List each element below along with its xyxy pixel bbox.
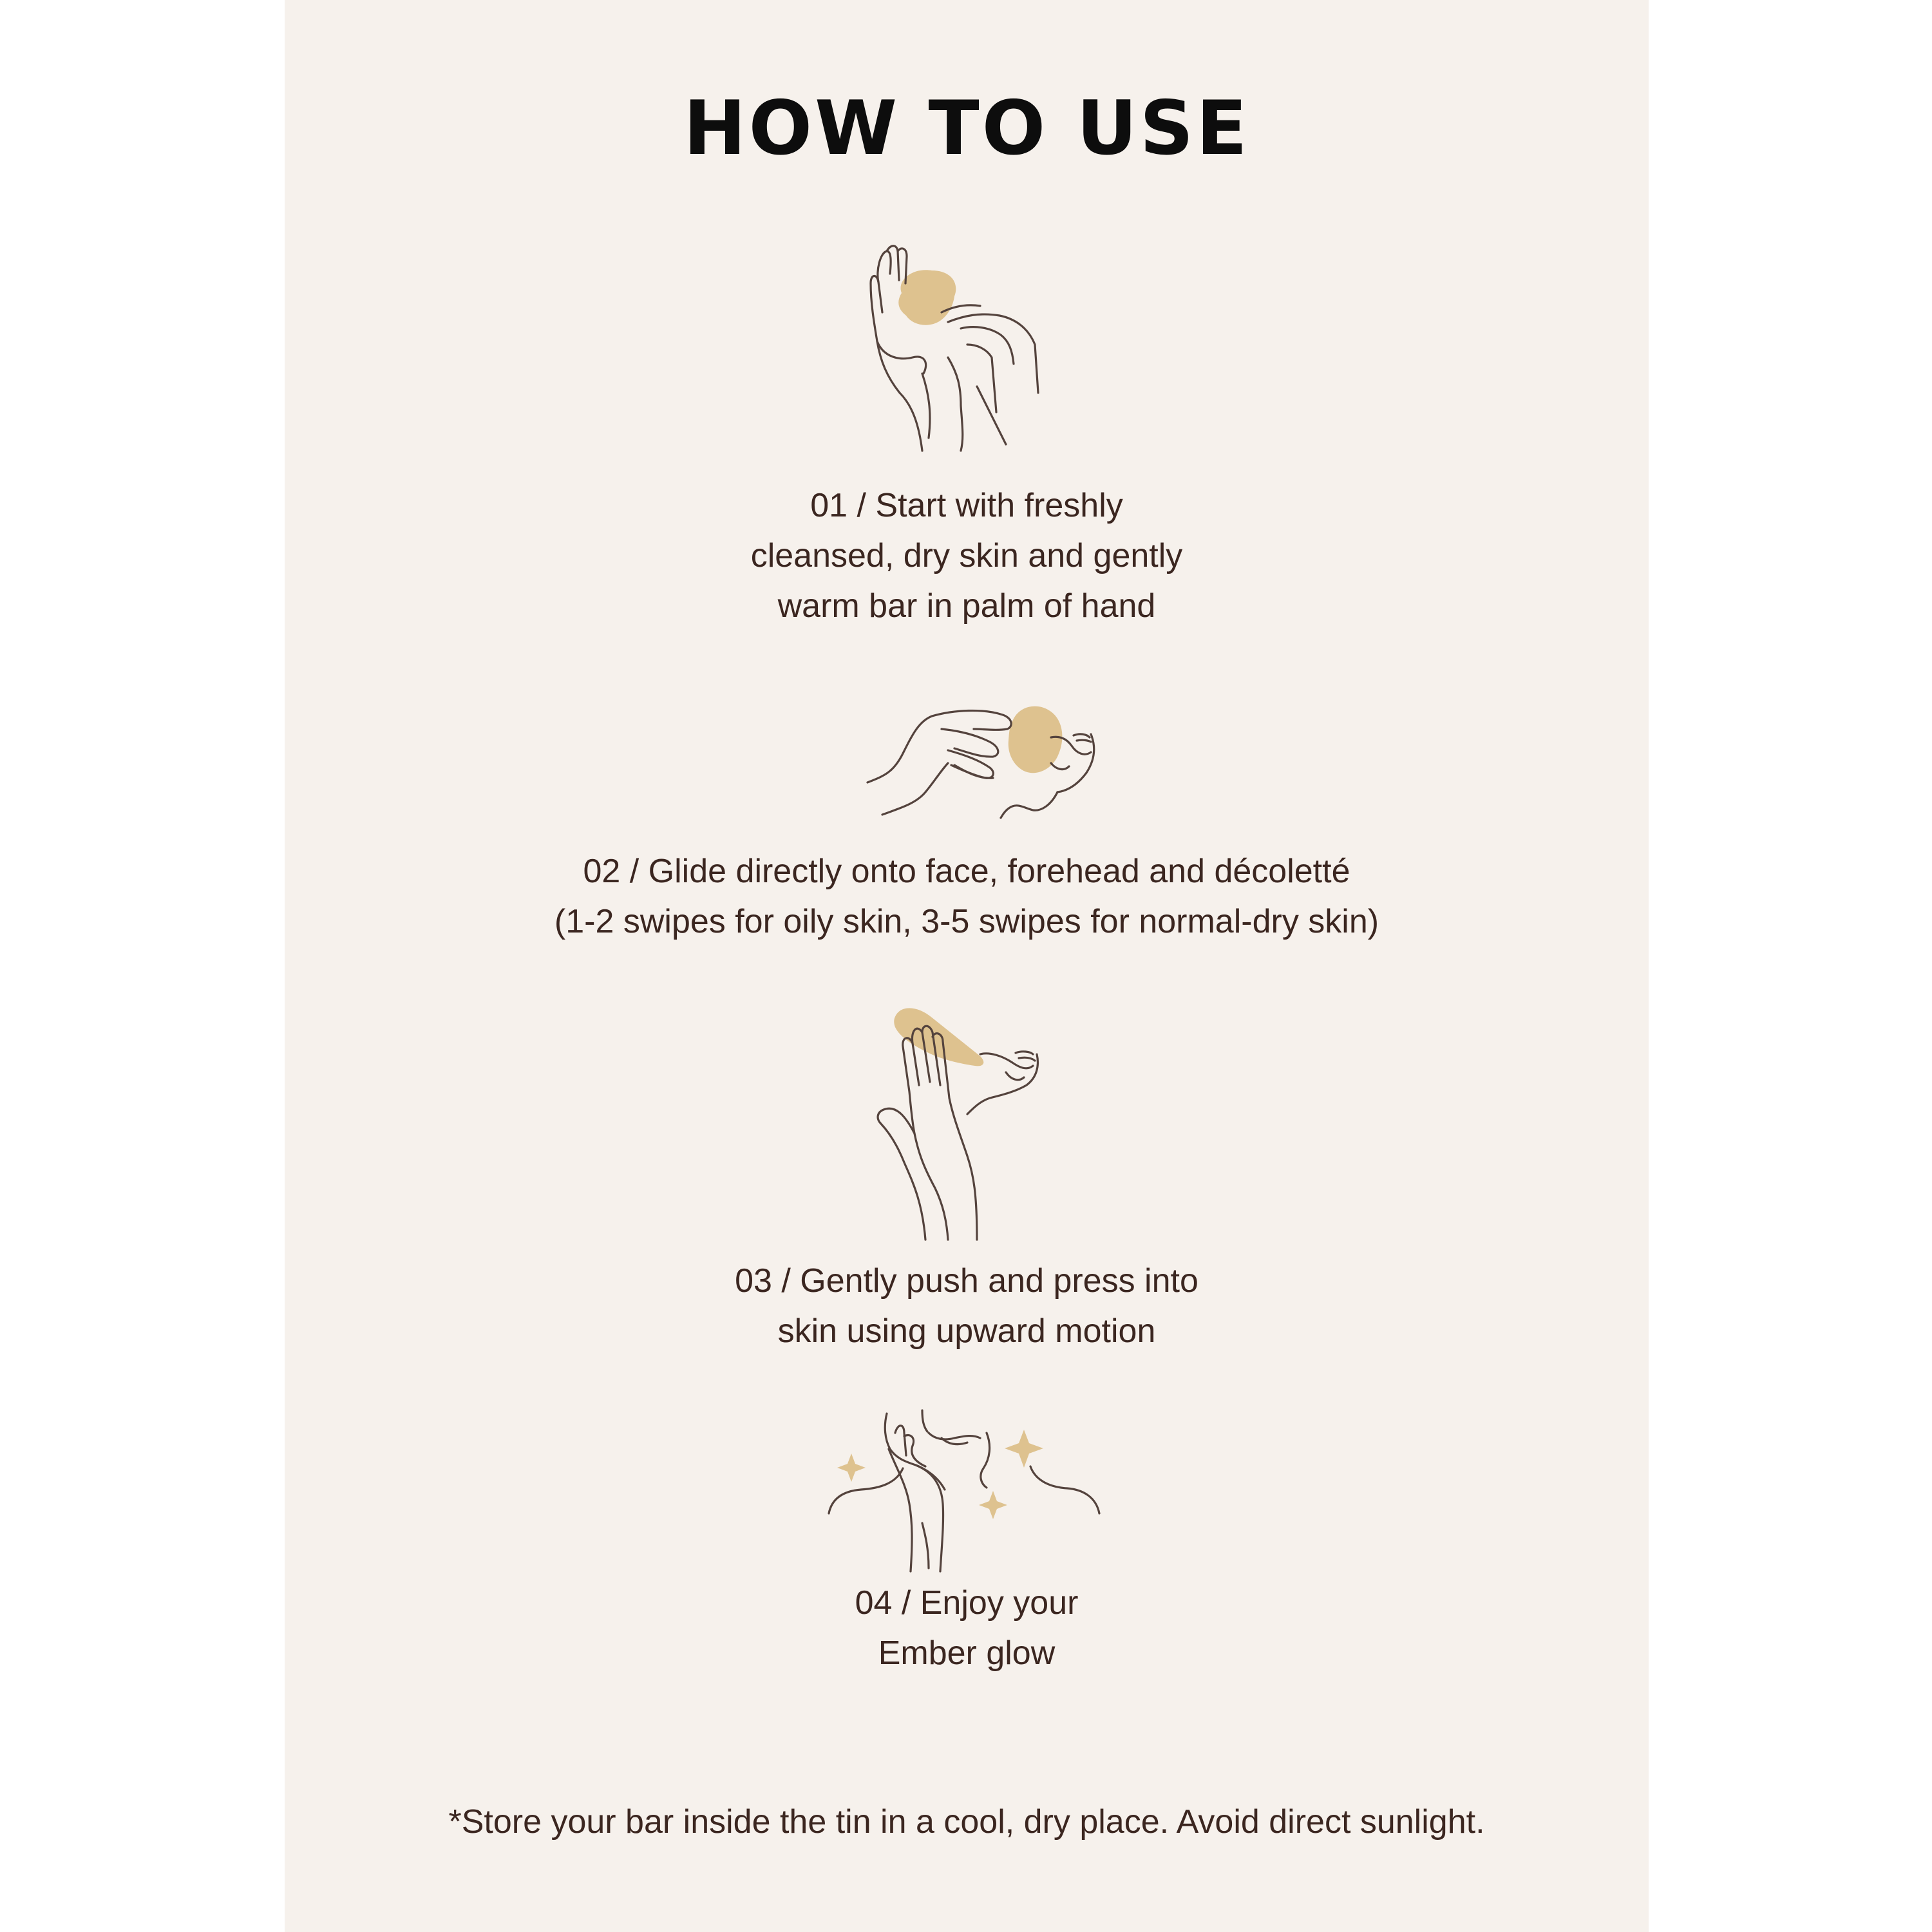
step-1-line-2: cleansed, dry skin and gently <box>750 537 1183 574</box>
step-1-line-3: warm bar in palm of hand <box>777 587 1156 625</box>
step-1-text <box>285 480 1649 631</box>
step-3-text <box>285 1256 1649 1356</box>
step-4-line-2: Ember glow <box>878 1634 1056 1672</box>
page-title: HOW TO USE <box>683 85 1250 172</box>
storage-note: *Store your bar inside the tin in a cool, dry place. Avoid direct sunlight. <box>448 1803 1485 1841</box>
step-2-line-2: (1-2 swipes for oily skin, 3-5 swipes for normal-dry skin) <box>554 903 1379 940</box>
glowing-face-sparkles-icon <box>826 1407 1103 1575</box>
hand-warming-bar-icon <box>851 245 1109 483</box>
bar-gliding-on-face-icon <box>864 696 1109 824</box>
hand-pressing-skin-icon <box>858 1001 1090 1246</box>
step-1-line-1: 01 / Start with freshly <box>810 487 1123 524</box>
step-3-line-1: 03 / Gently push and press into <box>735 1262 1198 1300</box>
how-to-use-card <box>285 0 1649 1932</box>
step-3-line-2: skin using upward motion <box>777 1312 1156 1350</box>
step-4-text <box>285 1578 1649 1678</box>
step-2-text <box>285 846 1649 947</box>
step-4-line-1: 04 / Enjoy your <box>855 1584 1079 1622</box>
step-2-line-1: 02 / Glide directly onto face, forehead and décoletté <box>583 853 1350 890</box>
